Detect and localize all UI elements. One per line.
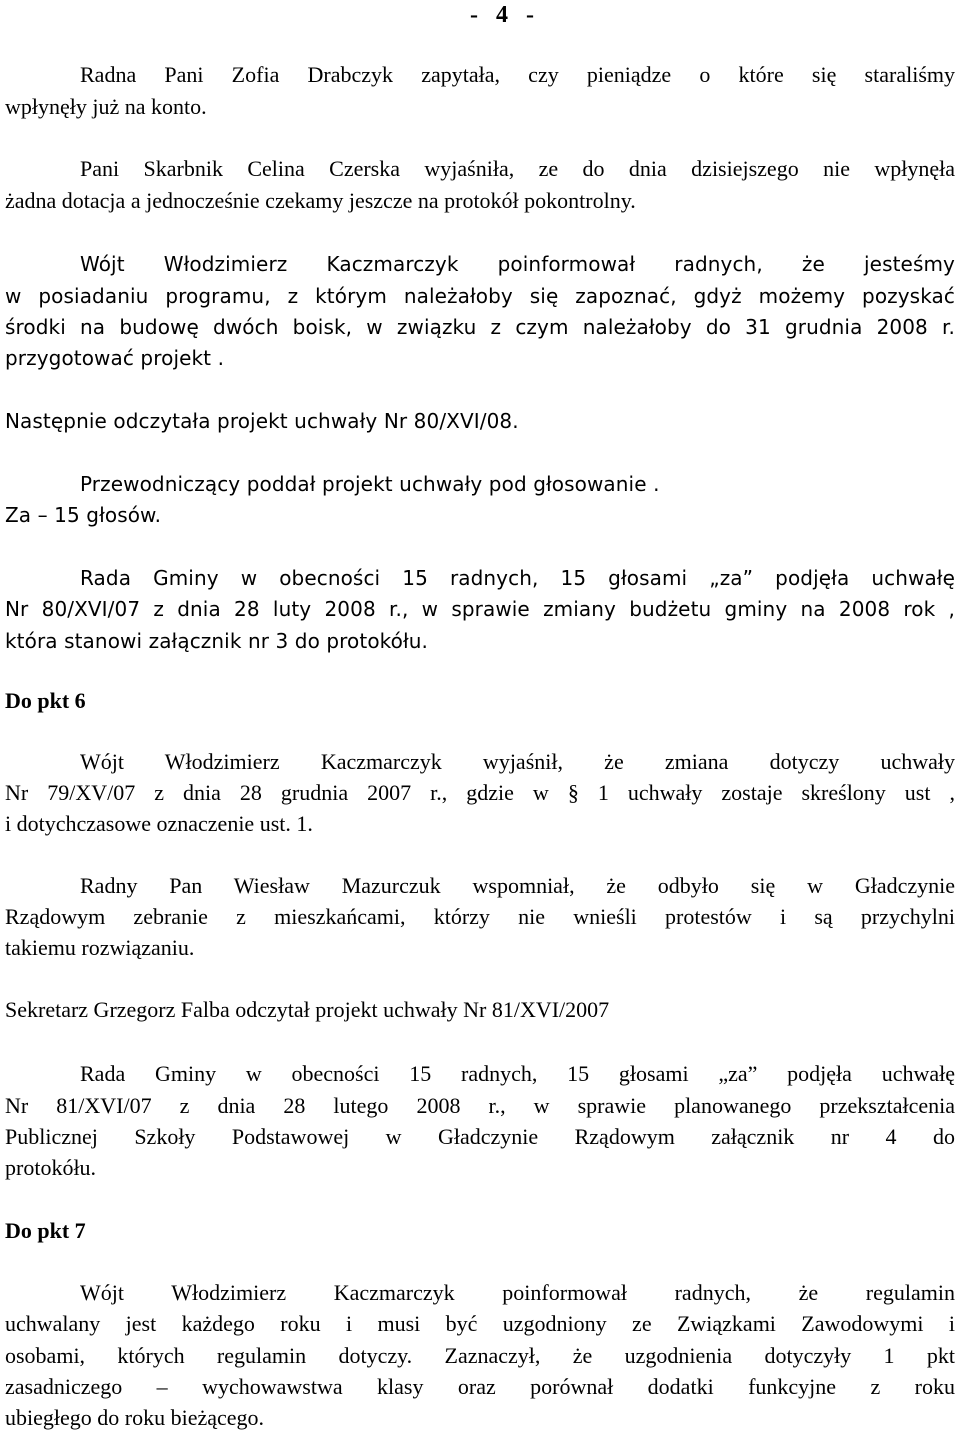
text-line: w posiadaniu programu, z którym należałoby się zapoznać, gdyż możemy pozyskać (5, 284, 955, 308)
text-line: osobami, których regulamin dotyczy. Zaznaczył, że uzgodnienia dotyczyły 1 pkt (5, 1343, 955, 1368)
text-line: Za – 15 głosów. (5, 503, 162, 527)
section-heading: Do pkt 7 (5, 1218, 86, 1243)
text-line: uchwalany jest każdego roku i musi być uzgodniony ze Związkami Zawodowymi i (5, 1311, 955, 1336)
text-line: Rada Gminy w obecności 15 radnych, 15 głosami „za” podjęła uchwałę (80, 1061, 955, 1086)
text-line: wpłynęły już na konto. (5, 94, 207, 119)
section-heading: Do pkt 6 (5, 688, 86, 713)
text-line: Radna Pani Zofia Drabczyk zapytała, czy pieniądze o które się staraliśmy (80, 62, 955, 87)
text-line: Następnie odczytała projekt uchwały Nr 80/XVI/08. (5, 409, 519, 433)
text-line: Sekretarz Grzegorz Falba odczytał projekt uchwały Nr 81/XVI/2007 (5, 997, 610, 1022)
text-line: która stanowi załącznik nr 3 do protokółu. (5, 629, 428, 653)
text-line: Publicznej Szkoły Podstawowej w Gładczynie Rządowym załącznik nr 4 do (5, 1124, 955, 1149)
text-line: przygotować projekt . (5, 346, 225, 370)
text-line: i dotychczasowe oznaczenie ust. 1. (5, 811, 313, 836)
text-line: Wójt Włodzimierz Kaczmarczyk poinformował radnych, że jesteśmy (80, 252, 955, 276)
text-line: Nr 81/XVI/07 z dnia 28 lutego 2008 r., w sprawie planowanego przekształcenia (5, 1093, 955, 1118)
text-line: Rządowym zebranie z mieszkańcami, którzy nie wnieśli protestów i są przychylni (5, 904, 955, 929)
text-line: Rada Gminy w obecności 15 radnych, 15 głosami „za” podjęła uchwałę (80, 566, 955, 590)
text-line: zasadniczego – wychowawstwa klasy oraz porównał dodatki funkcyjne z roku (5, 1374, 955, 1399)
text-line: Radny Pan Wiesław Mazurczuk wspomniał, że odbyło się w Gładczynie (80, 873, 955, 898)
text-line: protokółu. (5, 1155, 97, 1180)
text-line: Pani Skarbnik Celina Czerska wyjaśniła, ze do dnia dzisiejszego nie wpłynęła (80, 156, 955, 181)
text-line: żadna dotacja a jednocześnie czekamy jeszcze na protokół pokontrolny. (5, 188, 636, 213)
text-line: ubiegłego do roku bieżącego. (5, 1405, 265, 1430)
text-line: Nr 79/XV/07 z dnia 28 grudnia 2007 r., gdzie w § 1 uchwały zostaje skreślony ust , (5, 780, 955, 805)
text-line: Nr 80/XVI/07 z dnia 28 luty 2008 r., w sprawie zmiany budżetu gminy na 2008 rok , (5, 597, 955, 621)
text-line: Wójt Włodzimierz Kaczmarczyk poinformował radnych, że regulamin (80, 1280, 955, 1305)
text-line: takiemu rozwiązaniu. (5, 935, 195, 960)
text-line: środki na budowę dwóch boisk, w związku z czym należałoby do 31 grudnia 2008 r. (5, 315, 955, 339)
text-line: Przewodniczący poddał projekt uchwały pod głosowanie . (80, 472, 660, 496)
page-number: - 4 - (470, 2, 540, 28)
text-line: Wójt Włodzimierz Kaczmarczyk wyjaśnił, że zmiana dotyczy uchwały (80, 749, 955, 774)
